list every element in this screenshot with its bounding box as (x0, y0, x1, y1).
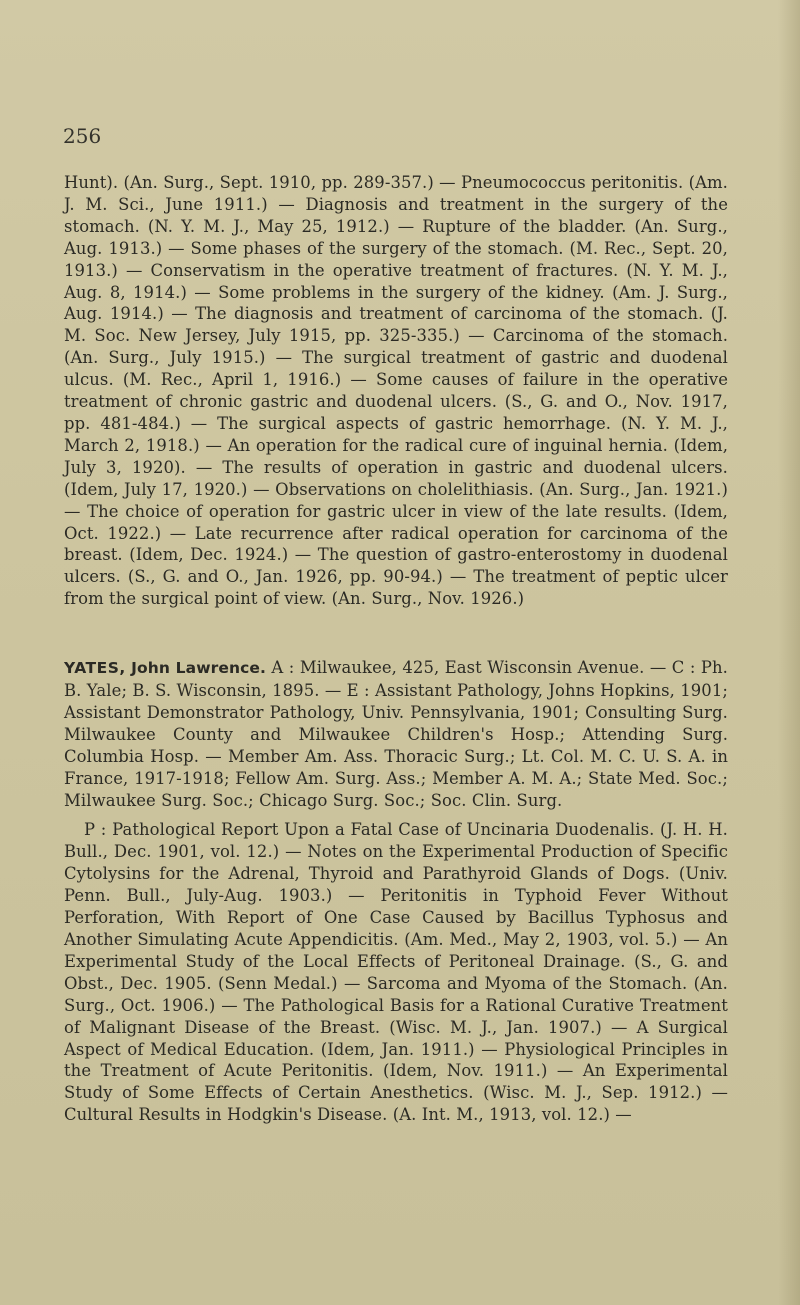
entry-separator (64, 610, 728, 657)
yates-publications-paragraph: P : Pathological Report Upon a Fatal Case of Uncinaria Duodenalis. (J. H. H. Bull., Dec. 1901, vol. 12.) — Notes on the Experimental Production of Specific Cytolysins for the Adrenal, Thyroid and Parathyroid Glands of Dogs. (Univ. Penn. Bull., July-Aug. 1903.) — Peritonitis in Typhoid Fever Without Perforation, With Report of One Case Caused by Bacillus Typhosus and Another Simulating Acute Appendicitis. (Am. Med., May 2, 1903, vol. 5.) — An Experimental Study of the Local Effects of Peritoneal Drainage. (S., G. and Obst., Dec. 1905. (Senn Medal.) — Sarcoma and Myoma of the Stomach. (An. Surg., Oct. 1906.) — The Pathological Basis for a Rational Curative Treatment of Malignant Disease of the Breast. (Wisc. M. J., Jan. 1907.) — A Surgical Aspect of Medical Education. (Idem, Jan. 1911.) — Physiological Principles in the Treatment of Acute Peritonitis. (Idem, Nov. 1911.) — An Experimental Study of Some Effects of Certain Anesthetics. (Wisc. M. J., Sep. 1912.) — Cultural Results in Hodgkin's Disease. (A. Int. M., 1913, vol. 12.) — (64, 820, 728, 1125)
page-edge-shadow (778, 0, 800, 1305)
yates-biography-paragraph (64, 657, 728, 811)
page-number: 256 (63, 124, 102, 148)
entry-heading-given-name: John Lawrence. (131, 659, 266, 678)
document-body (64, 172, 728, 1126)
yates-biography-text: A : Milwaukee, 425, East Wisconsin Avenue. — C : Ph. B. Yale; B. S. Wisconsin, 1895. — E : Assistant Pathology, Johns Hopkins, 1901; Assistant Demonstrator Pathology, Univ. Pennsylvania, 1901; Consulting Surg. Milwaukee County and Milwaukee Children's Hosp.; Attending Surg. Columbia Hosp. — Member Am. Ass. Thoracic Surg.; Lt. Col. M. C. U. S. A. in France, 1917-1918; Fellow Am. Surg. Ass.; Member A. M. A.; State Med. Soc.; Milwaukee Surg. Soc.; Chicago Surg. Soc.; Soc. Clin. Surg. (64, 658, 728, 810)
hunt-bibliography-paragraph: Hunt). (An. Surg., Sept. 1910, pp. 289-357.) — Pneumococcus peritonitis. (Am. J. M. Sci., June 1911.) — Diagnosis and treatment in the surgery of the stomach. (N. Y. M. J., May 25, 1912.) — Rupture of the bladder. (An. Surg., Aug. 1913.) — Some phases of the surgery of the stomach. (M. Rec., Sept. 20, 1913.) — Conservatism in the operative treatment of fractures. (N. Y. M. J., Aug. 8, 1914.) — Some problems in the surgery of the kidney. (Am. J. Surg., Aug. 1914.) — The diagnosis and treatment of carcinoma of the stomach. (J. M. Soc. New Jersey, July 1915, pp. 325-335.) — Carcinoma of the stomach. (An. Surg., July 1915.) — The surgical treatment of gastric and duodenal ulcus. (M. Rec., April 1, 1916.) — Some causes of failure in the operative treatment of chronic gastric and duodenal ulcers. (S., G. and O., Nov. 1917, pp. 481-484.) — The surgical aspects of gastric hemorrhage. (N. Y. M. J., March 2, 1918.) — An operation for the radical cure of inguinal hernia. (Idem, July 3, 1920). — The results of operation in gastric and duodenal ulcers. (Idem, July 17, 1920.) — Observations on cholelithiasis. (An. Surg., Jan. 1921.) — The choice of operation for gastric ulcer in view of the late results. (Idem, Oct. 1922.) — Late recurrence after radical operation for carcinoma of the breast. (Idem, Dec. 1924.) — The question of gastro-enterostomy in duodenal ulcers. (S., G. and O., Jan. 1926, pp. 90-94.) — The treatment of peptic ulcer from the surgical point of view. (An. Surg., Nov. 1926.) (64, 173, 728, 609)
paragraph-separator (64, 811, 728, 819)
entry-heading-surname: YATES, (64, 659, 126, 678)
